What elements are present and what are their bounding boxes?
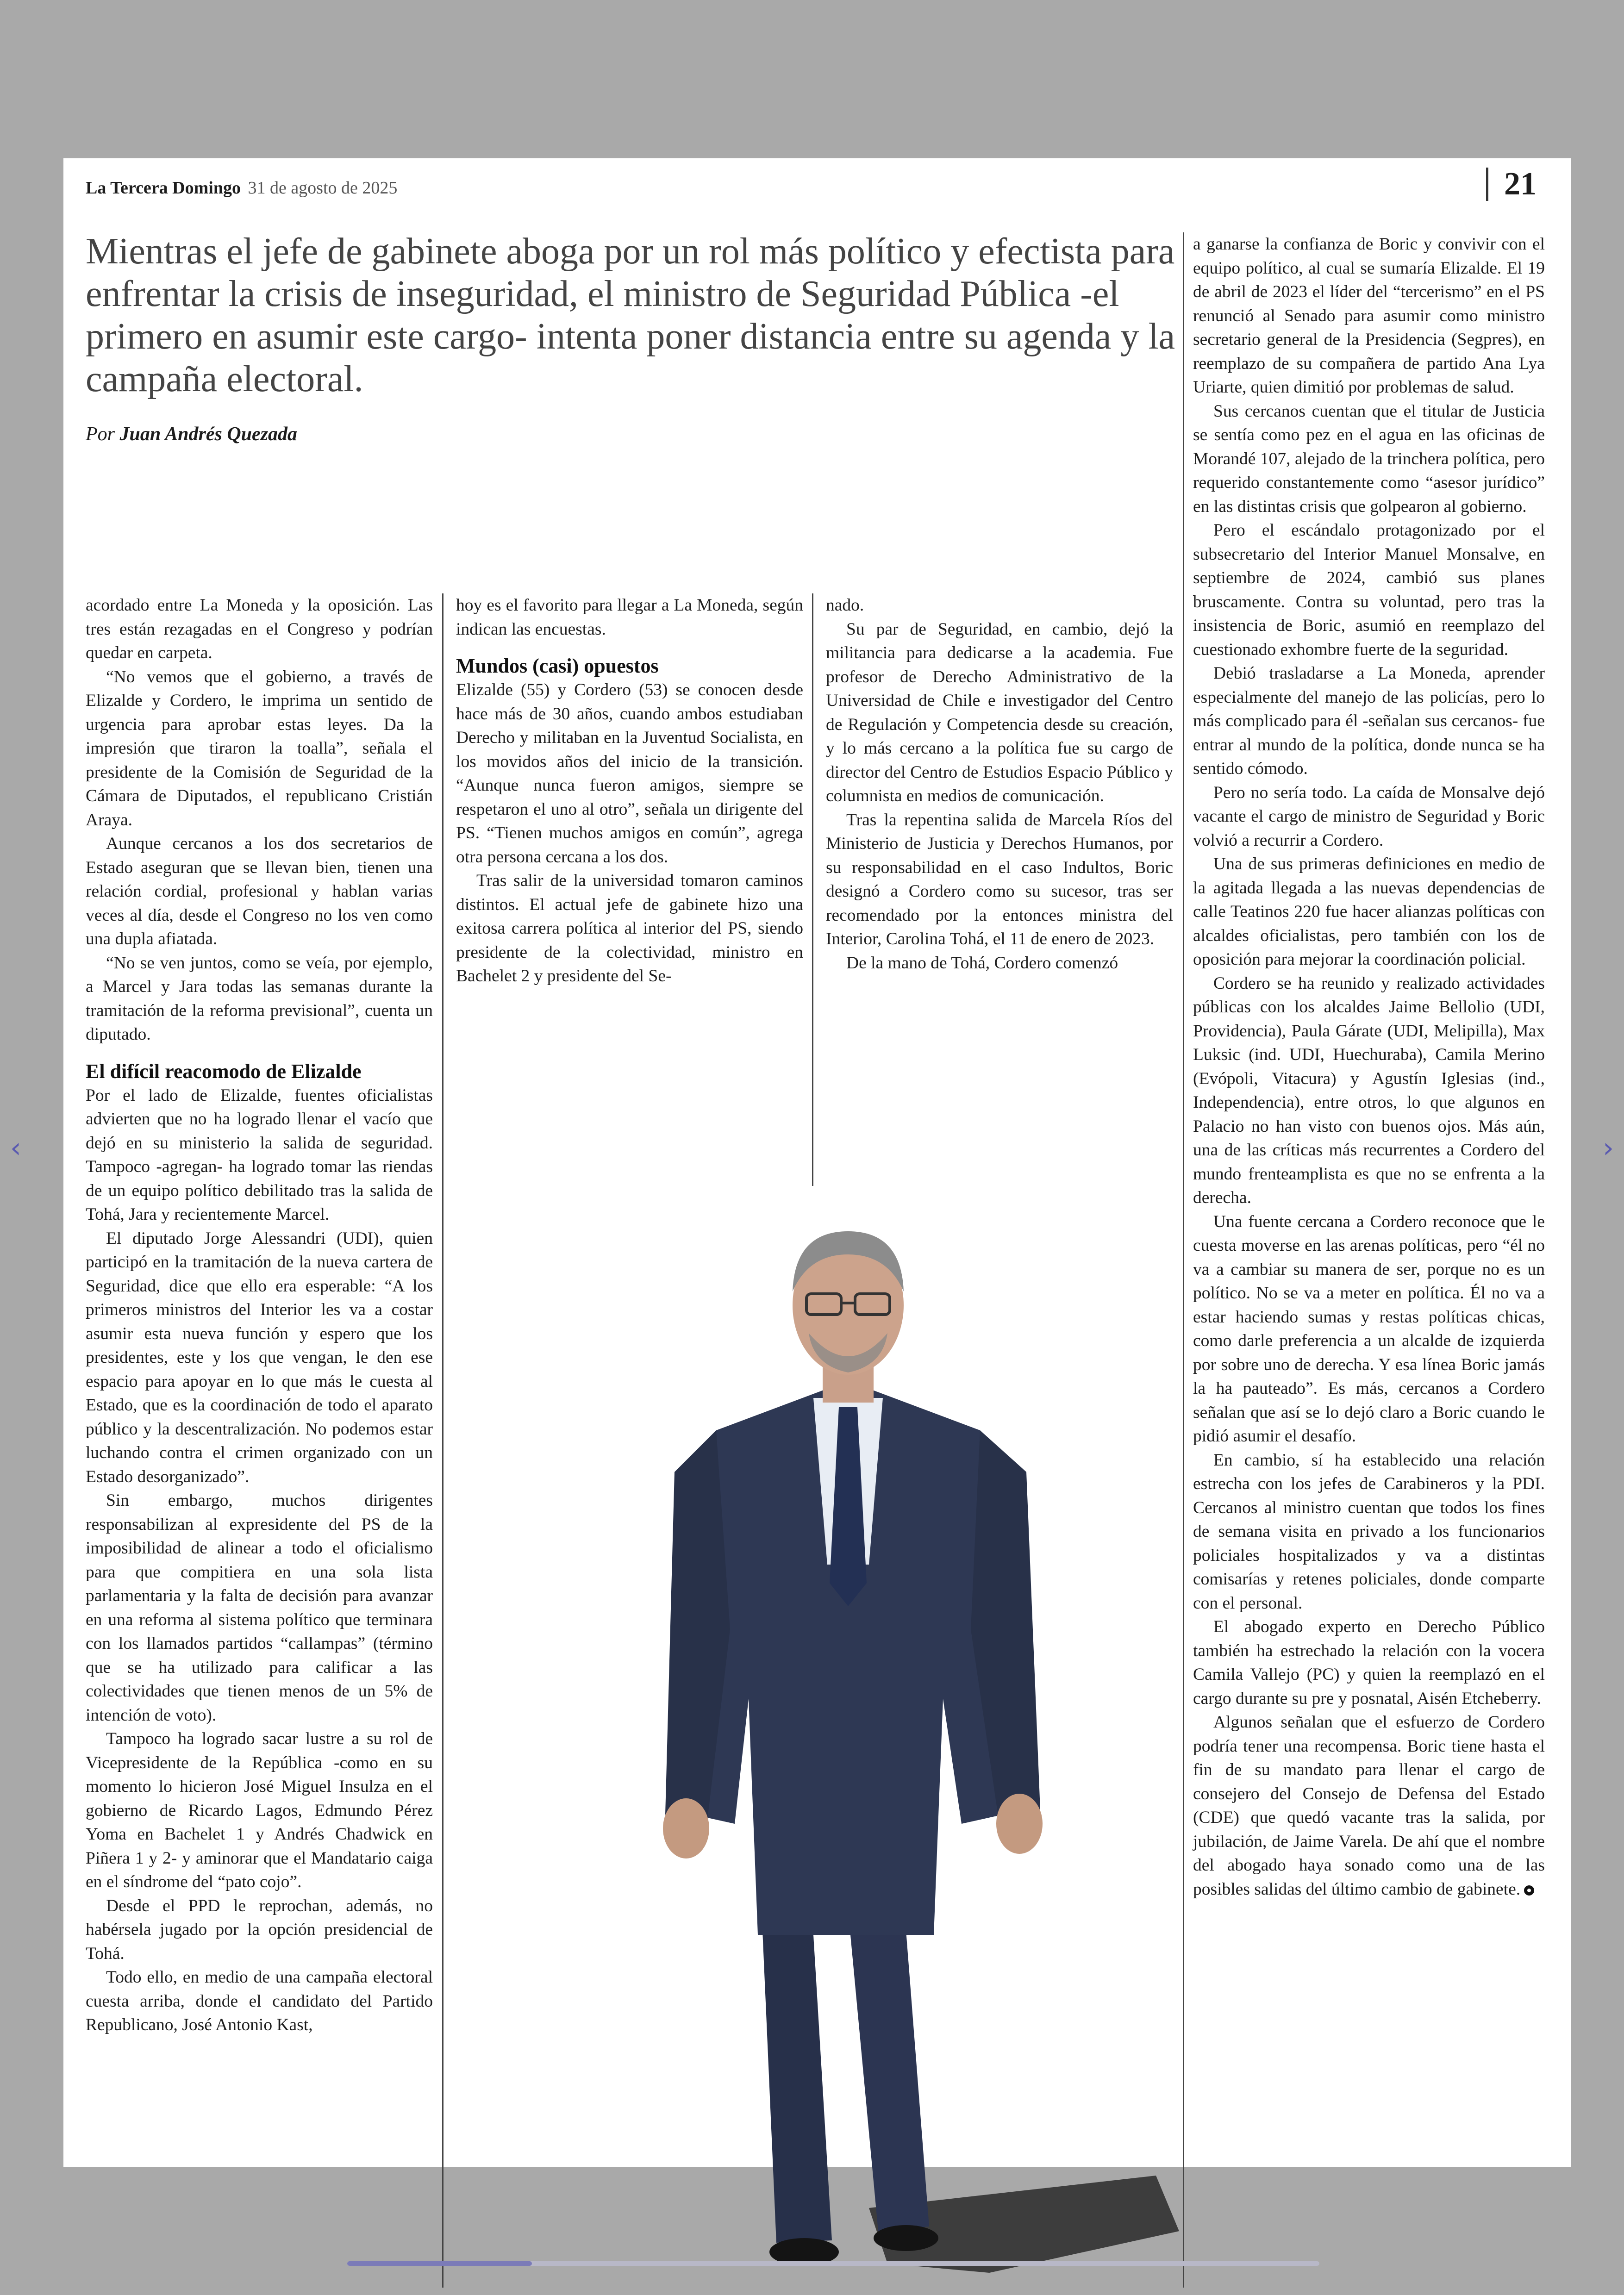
minister-photo — [610, 1213, 1198, 2291]
paragraph: De la mano de Tohá, Cordero comenzó — [846, 953, 1118, 973]
paragraph: a ganarse la confianza de Boric y convivir con el equipo político, al cual se sumaría Elizalde. El 19 de abril de 2023 el líder del “tercerismo” en el PS renunció al Senado para asumir como ministro secretario general de la Presidencia (Segpres), en reemplazo de su compañera de partido Ana Lya Uriarte, quien dimitió por problemas de salud. — [1193, 235, 1545, 397]
paragraph: “No vemos que el gobierno, a través de Elizalde y Cordero, le imprima un sentido de urgencia para aprobar estas leyes. Da la impresión que tiraron la toalla”, señala el presidente de la Comisión de Seguridad de la Cámara de Diputados, el republicano Cristián Araya. — [86, 667, 433, 829]
paragraph: Una de sus primeras definiciones en medio de la agitada llegada a las nuevas dependencias de calle Teatinos 220 fue hacer alianzas políticas con alcaldes oficialistas, pero también con los de oposición para mejorar la coordinación policial. — [1193, 854, 1545, 969]
publication-date: 31 de agosto de 2025 — [248, 178, 398, 198]
next-page-button[interactable] — [1594, 1129, 1622, 1166]
chevron-left-icon: ‹ — [10, 1132, 21, 1164]
paragraph: El abogado experto en Derecho Público también ha estrechado la relación con la vocera Camila Vallejo (PC) y quien la reemplazó en el cargo durante su pre y posnatal, Aisén Etcheberry. — [1193, 1617, 1545, 1708]
article-column-4 — [1193, 232, 1545, 1901]
paragraph: Debió trasladarse a La Moneda, aprender especialmente del manejo de las policías, pero lo más complicado para él -señalan sus cercanos- fue entrar al mundo de la política, donde nunca se ha sentido cómodo. — [1193, 664, 1545, 778]
paragraph: acordado entre La Moneda y la oposición. Las tres están rezagadas en el Congreso y podrían quedar en carpeta. — [86, 596, 433, 662]
paragraph: Pero no sería todo. La caída de Monsalve dejó vacante el cargo de ministro de Seguridad y Boric volvió a recurrir a Cordero. — [1193, 783, 1545, 850]
paragraph: Pero el escándalo protagonizado por el subsecretario del Interior Manuel Monsalve, en septiembre de 2024, cambió sus planes bruscamente. Contra su voluntad, pero tras la insistencia de Boric, asumió en reemplazo del cuestionado exhombre fuerte de la seguridad. — [1193, 521, 1545, 659]
paragraph: Tras la repentina salida de Marcela Ríos del Ministerio de Justicia y Derechos Humanos, por su responsabilidad en el caso Indultos, Boric designó a Cordero como su sucesor, tras ser recomendado por la entonces ministra del Interior, Carolina Tohá, el 11 de enero de 2023. — [826, 810, 1173, 948]
page-number: 21 — [1486, 168, 1560, 201]
paragraph: Su par de Seguridad, en cambio, dejó la militancia para dedicarse a la academia. Fue profesor de Derecho Administrativo de la Universidad de Chile e investigador del Centro de Regulación y Competencia desde su creación, y lo más cercano a la política fue su cargo de director del Centro de Estudios Espacio Público y columnista en medios de comunicación. — [826, 619, 1173, 805]
masthead — [86, 178, 397, 198]
paragraph: Sin embargo, muchos dirigentes responsabilizan al expresidente del PS de la imposibilidad de alinear a todo el oficialismo para que compitiera en una sola lista parlamentaria y la falta de decisión para avanzar en una reforma al sistema político que terminara con los llamados partidos “callampas” (término que se ha utilizado para calificar a las colectividades que tienen menos de un 5% de intención de voto). — [86, 1491, 433, 1725]
newspaper-page — [63, 158, 1571, 2167]
byline — [86, 423, 297, 445]
article-column-3 — [826, 593, 1173, 975]
paragraph: El diputado Jorge Alessandri (UDI), quien participó en la tramitación de la nueva cartera de Seguridad, dice que ello era esperable: “A los primeros ministros del Interior les va a costar asumir esta nueva función y espero que los presidentes, este y los que vengan, le den ese espacio para apoyar en lo que más le cuesta al Estado, que es la coordinación de todo el aparato público y la descentralización. No podemos estar luchando contra el crimen organizado con un Estado desorganizado”. — [86, 1229, 433, 1486]
paragraph: Elizalde (55) y Cordero (53) se conocen desde hace más de 30 años, cuando ambos estudiaban Derecho y militaban en la Juventud Socialista, en los movidos años del inicio de la transición. “Aunque nunca fueron amigos, siempre se respetaron el uno al otro”, señala un dirigente del PS. “Tienen muchos amigos en común”, agrega otra persona cercana a los dos. — [456, 680, 803, 867]
paragraph: En cambio, sí ha establecido una relación estrecha con los jefes de Carabineros y la PDI. Cercanos al ministro cuentan que todos los fines de semana visita en privado a los funcionarios policiales hospitalizados y va a distintas comisarías y retenes policiales, donde comparte con el personal. — [1193, 1450, 1545, 1613]
page-progress-fill — [347, 2261, 532, 2266]
page-progress-bar[interactable] — [347, 2261, 1319, 2266]
byline-prefix: Por — [86, 424, 115, 445]
article-column-2 — [456, 593, 803, 988]
paragraph: Desde el PPD le reprochan, además, no habérsela jugado por la opción presidencial de Tohá. — [86, 1896, 433, 1963]
paragraph: Por el lado de Elizalde, fuentes oficialistas advierten que no ha logrado llenar el vacío que dejó en su ministerio la salida de seguridad. Tampoco -agregan- ha logrado tomar las riendas de un equipo político debilitado tras la salida de Tohá, Jara y recientemente Marcel. — [86, 1085, 433, 1224]
paragraph: nado. — [826, 596, 864, 615]
paragraph — [1193, 1710, 1545, 1901]
paragraph: Una fuente cercana a Cordero reconoce que le cuesta moverse en las arenas políticas, pero “él no va a cambiar su manera de ser, porque no es un político. No se va a meter en política. Él no va a estar haciendo sumas y restas políticas chicas, como darle preferencia a un alcalde de izquierda por sobre uno de derecha. Y esa línea Boric jamás la ha pauteado”. Es más, cercanos a Cordero señalan que así se lo dejó claro a Boric cuando le pidió asumir el desafío. — [1193, 1212, 1545, 1446]
subheading: El difícil reacomodo de Elizalde — [86, 1060, 362, 1083]
paragraph: Tras salir de la universidad tomaron caminos distintos. El actual jefe de gabinete hizo una exitosa carrera política al interior del PS, siendo presidente de la colectividad, ministro en Bachelet 2 y presidente del Se- — [456, 871, 803, 985]
publication-name: La Tercera Domingo — [86, 178, 241, 198]
paragraph: Todo ello, en medio de una campaña electoral cuesta arriba, donde el candidato del Partido Republicano, José Antonio Kast, — [86, 1968, 433, 2034]
subheading: Mundos (casi) opuestos — [456, 655, 659, 677]
article-deck: Mientras el jefe de gabinete aboga por un rol más político y efectista para enfrentar la crisis de inseguridad, el ministro de Seguridad Pública -el primero en asumir este cargo- intenta poner distancia entre su agenda y la campaña electoral. — [86, 231, 1175, 399]
article-column-1 — [86, 593, 433, 2037]
paragraph: hoy es el favorito para llegar a La Moneda, según indican las encuestas. — [456, 596, 803, 639]
paragraph-text: Algunos señalan que el esfuerzo de Cordero podría tener una recompensa. Boric tiene hasta el fin de su mandato para llenar el cargo de consejero del Consejo de Defensa del Estado (CDE) que quedó vacante tras la salida, por jubilación, de Jaime Varela. De ahí que el nombre del abogado haya sonado como una de las posibles salidas del último cambio de gabinete. — [1193, 1713, 1545, 1899]
paragraph: Sus cercanos cuentan que el titular de Justicia se sentía como pez en el agua en las oficinas de Morandé 107, alejado de la trinchera política, pero requerido constantemente como “asesor jurídico” en las distintas crisis que golpearon al gobierno. — [1193, 401, 1545, 516]
paragraph: Aunque cercanos a los dos secretarios de Estado aseguran que se llevan bien, tienen una relación cordial, profesional y hablan varias veces al día, desde el Congreso no los ven como una dupla afiatada. — [86, 834, 433, 948]
prev-page-button[interactable] — [2, 1129, 30, 1166]
chevron-right-icon: › — [1603, 1132, 1614, 1164]
column-rule — [442, 593, 443, 2288]
paragraph: “No se ven juntos, como se veía, por ejemplo, a Marcel y Jara todas las semanas durante la tramitación de la reforma previsional”, cuenta un diputado. — [86, 953, 433, 1044]
column-rule — [812, 593, 813, 1186]
paragraph: Cordero se ha reunido y realizado actividades públicas con los alcaldes Jaime Bellolio (UDI, Providencia), Paula Gárate (UDI, Melipilla), Max Luksic (ind. UDI, Huechuraba), Camila Merino (Evópoli, Vitacura) y Agustín Iglesias (ind., Independencia), entre otros, lo que algunos en Palacio no han visto con buenos ojos. Más aún, una de las críticas más recurrentes a Cordero del mundo frenteamplista es que no se enfrenta a la derecha. — [1193, 973, 1545, 1207]
end-mark-icon — [1524, 1885, 1534, 1896]
byline-author: Juan Andrés Quezada — [119, 424, 298, 445]
paragraph: Tampoco ha logrado sacar lustre a su rol de Vicepresidente de la República -como en su momento lo hicieron José Miguel Insulza en el gobierno de Ricardo Lagos, Edmundo Pérez Yoma en Bachelet 1 y Andrés Chadwick en Piñera 1 y 2- y aminorar que el Mandatario caiga en el síndrome del “pato cojo”. — [86, 1729, 433, 1891]
